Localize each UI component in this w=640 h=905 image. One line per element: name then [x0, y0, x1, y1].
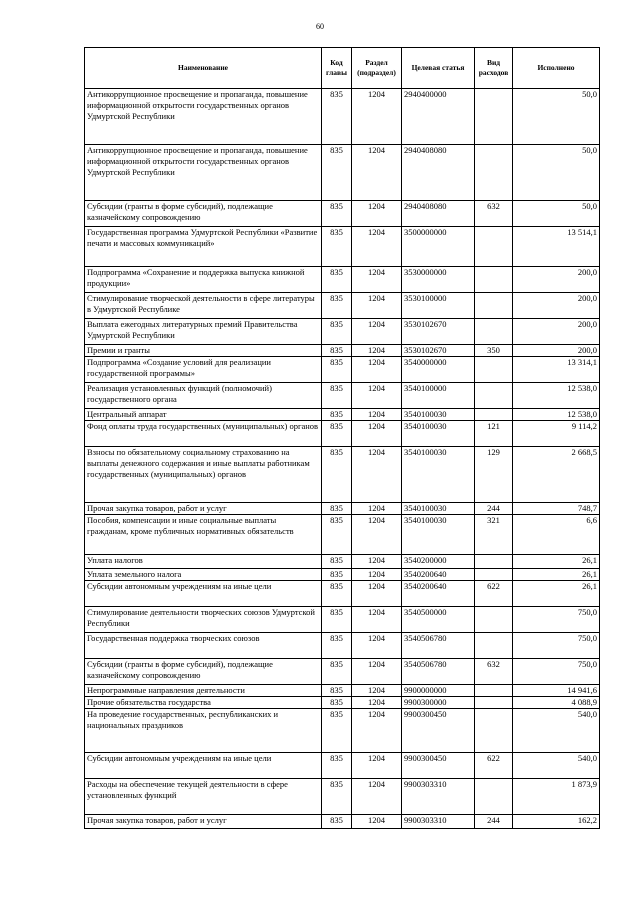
table-row: [85, 357, 600, 383]
cell-code: 835: [322, 659, 352, 685]
cell-name: Уплата налогов: [85, 555, 322, 569]
cell-article: 3540100030: [402, 409, 475, 421]
cell-section: 1204: [352, 515, 402, 555]
cell-code: 835: [322, 581, 352, 607]
cell-type: [475, 89, 513, 145]
cell-type: [475, 383, 513, 409]
cell-type: [475, 357, 513, 383]
table-row: [85, 779, 600, 815]
cell-code: 835: [322, 633, 352, 659]
cell-article: 3540100030: [402, 447, 475, 503]
cell-code: 835: [322, 227, 352, 267]
cell-name: Субсидии автономным учреждениям на иные цели: [85, 581, 322, 607]
cell-name: Антикоррупционное просвещение и пропаганда, повышение информационной открытости государственных органов Удмуртской Республики: [85, 89, 322, 145]
table-row: [85, 685, 600, 697]
cell-section: 1204: [352, 421, 402, 447]
cell-sum: 26,1: [513, 555, 600, 569]
page-number: 60: [316, 22, 324, 31]
cell-article: 3540200640: [402, 581, 475, 607]
cell-section: 1204: [352, 293, 402, 319]
cell-name: Прочие обязательства государства: [85, 697, 322, 709]
cell-name: Расходы на обеспечение текущей деятельности в сфере установленных функций: [85, 779, 322, 815]
cell-type: [475, 779, 513, 815]
cell-type: 632: [475, 659, 513, 685]
cell-name: Стимулирование деятельности творческих союзов Удмуртской Республики: [85, 607, 322, 633]
cell-section: 1204: [352, 633, 402, 659]
cell-section: 1204: [352, 709, 402, 753]
cell-article: 3530000000: [402, 267, 475, 293]
cell-code: 835: [322, 697, 352, 709]
cell-article: 9900300450: [402, 709, 475, 753]
cell-name: Взносы по обязательному социальному страхованию на выплаты денежного содержания и иные выплаты работникам государственных (муниципальных) органов: [85, 447, 322, 503]
cell-code: 835: [322, 345, 352, 357]
cell-type: [475, 227, 513, 267]
cell-section: 1204: [352, 581, 402, 607]
cell-type: 321: [475, 515, 513, 555]
cell-type: [475, 267, 513, 293]
table-row: [85, 633, 600, 659]
cell-code: 835: [322, 447, 352, 503]
cell-code: 835: [322, 607, 352, 633]
table-row: [85, 227, 600, 267]
table-row: [85, 709, 600, 753]
cell-type: [475, 409, 513, 421]
cell-code: 835: [322, 293, 352, 319]
table-row: [85, 421, 600, 447]
cell-sum: 200,0: [513, 293, 600, 319]
cell-sum: 13 514,1: [513, 227, 600, 267]
cell-type: 622: [475, 753, 513, 779]
cell-sum: 200,0: [513, 319, 600, 345]
cell-name: Государственная поддержка творческих союзов: [85, 633, 322, 659]
cell-type: 121: [475, 421, 513, 447]
cell-name: Государственная программа Удмуртской Республики «Развитие печати и массовых коммуникаций»: [85, 227, 322, 267]
cell-code: 835: [322, 201, 352, 227]
table-row: [85, 293, 600, 319]
table-row: [85, 447, 600, 503]
header-name: Наименование: [85, 48, 322, 89]
cell-section: 1204: [352, 569, 402, 581]
cell-article: 3540500000: [402, 607, 475, 633]
cell-code: 835: [322, 753, 352, 779]
table-header-row: [85, 48, 600, 89]
cell-article: 3530102670: [402, 345, 475, 357]
cell-name: Прочая закупка товаров, работ и услуг: [85, 815, 322, 829]
header-article: Целевая статья: [402, 48, 475, 89]
cell-code: 835: [322, 685, 352, 697]
table-row: [85, 659, 600, 685]
cell-article: 3540000000: [402, 357, 475, 383]
header-sum: Исполнено: [513, 48, 600, 89]
cell-type: [475, 633, 513, 659]
cell-article: 3540200000: [402, 555, 475, 569]
cell-name: Антикоррупционное просвещение и пропаганда, повышение информационной открытости государственных органов Удмуртской Республики: [85, 145, 322, 201]
cell-name: Прочая закупка товаров, работ и услуг: [85, 503, 322, 515]
cell-article: 9900300450: [402, 753, 475, 779]
table-row: [85, 503, 600, 515]
cell-section: 1204: [352, 659, 402, 685]
table-row: [85, 753, 600, 779]
cell-code: 835: [322, 357, 352, 383]
cell-article: 3540506780: [402, 659, 475, 685]
cell-article: 2940408080: [402, 201, 475, 227]
cell-sum: 9 114,2: [513, 421, 600, 447]
table-row: [85, 569, 600, 581]
cell-sum: 750,0: [513, 607, 600, 633]
cell-code: 835: [322, 421, 352, 447]
table-row: [85, 815, 600, 829]
cell-article: 3540100030: [402, 503, 475, 515]
cell-section: 1204: [352, 267, 402, 293]
cell-section: 1204: [352, 753, 402, 779]
cell-sum: 12 538,0: [513, 383, 600, 409]
cell-section: 1204: [352, 555, 402, 569]
cell-article: 9900000000: [402, 685, 475, 697]
cell-type: 350: [475, 345, 513, 357]
cell-code: 835: [322, 503, 352, 515]
cell-name: Премии и гранты: [85, 345, 322, 357]
cell-article: 3540100030: [402, 421, 475, 447]
cell-sum: 26,1: [513, 581, 600, 607]
cell-type: [475, 697, 513, 709]
cell-section: 1204: [352, 607, 402, 633]
cell-name: Стимулирование творческой деятельности в сфере литературы в Удмуртской Республике: [85, 293, 322, 319]
header-code: Код главы: [322, 48, 352, 89]
cell-sum: 4 088,9: [513, 697, 600, 709]
cell-sum: 12 538,0: [513, 409, 600, 421]
table-row: [85, 383, 600, 409]
cell-type: 244: [475, 503, 513, 515]
header-section: Раздел (подраздел): [352, 48, 402, 89]
table-row: [85, 89, 600, 145]
table-row: [85, 319, 600, 345]
cell-article: 2940408080: [402, 145, 475, 201]
cell-article: 3500000000: [402, 227, 475, 267]
cell-name: Выплата ежегодных литературных премий Правительства Удмуртской Республики: [85, 319, 322, 345]
cell-name: Непрограммные направления деятельности: [85, 685, 322, 697]
cell-code: 835: [322, 569, 352, 581]
cell-sum: 200,0: [513, 267, 600, 293]
cell-section: 1204: [352, 697, 402, 709]
cell-section: 1204: [352, 503, 402, 515]
cell-sum: 6,6: [513, 515, 600, 555]
cell-name: Центральный аппарат: [85, 409, 322, 421]
cell-section: 1204: [352, 447, 402, 503]
cell-type: [475, 319, 513, 345]
cell-name: Подпрограмма «Сохранение и поддержка выпуска книжной продукции»: [85, 267, 322, 293]
cell-type: 244: [475, 815, 513, 829]
header-type: Вид расходов: [475, 48, 513, 89]
table-row: [85, 267, 600, 293]
cell-section: 1204: [352, 357, 402, 383]
cell-name: Реализация установленных функций (полномочий) государственного органа: [85, 383, 322, 409]
cell-section: 1204: [352, 345, 402, 357]
cell-type: [475, 607, 513, 633]
table-row: [85, 409, 600, 421]
cell-sum: 748,7: [513, 503, 600, 515]
cell-article: 3540100000: [402, 383, 475, 409]
table-row: [85, 201, 600, 227]
cell-section: 1204: [352, 779, 402, 815]
cell-sum: 13 314,1: [513, 357, 600, 383]
cell-article: 3540200640: [402, 569, 475, 581]
cell-section: 1204: [352, 89, 402, 145]
cell-section: 1204: [352, 145, 402, 201]
cell-article: 3530102670: [402, 319, 475, 345]
cell-code: 835: [322, 515, 352, 555]
cell-article: 2940400000: [402, 89, 475, 145]
cell-sum: 14 941,6: [513, 685, 600, 697]
cell-type: [475, 293, 513, 319]
cell-sum: 750,0: [513, 633, 600, 659]
cell-code: 835: [322, 409, 352, 421]
cell-sum: 162,2: [513, 815, 600, 829]
cell-type: 622: [475, 581, 513, 607]
cell-code: 835: [322, 815, 352, 829]
cell-article: 3540506780: [402, 633, 475, 659]
cell-type: [475, 569, 513, 581]
cell-type: [475, 555, 513, 569]
cell-code: 835: [322, 89, 352, 145]
cell-type: 632: [475, 201, 513, 227]
cell-sum: 540,0: [513, 753, 600, 779]
cell-sum: 750,0: [513, 659, 600, 685]
cell-sum: 26,1: [513, 569, 600, 581]
cell-code: 835: [322, 145, 352, 201]
cell-section: 1204: [352, 319, 402, 345]
cell-name: Субсидии (гранты в форме субсидий), подлежащие казначейскому сопровождению: [85, 659, 322, 685]
cell-code: 835: [322, 319, 352, 345]
cell-code: 835: [322, 779, 352, 815]
cell-name: На проведение государственных, республиканских и национальных праздников: [85, 709, 322, 753]
cell-article: 9900303310: [402, 779, 475, 815]
cell-section: 1204: [352, 409, 402, 421]
cell-section: 1204: [352, 383, 402, 409]
table-row: [85, 607, 600, 633]
cell-article: 3540100030: [402, 515, 475, 555]
cell-sum: 1 873,9: [513, 779, 600, 815]
cell-article: 3530100000: [402, 293, 475, 319]
cell-section: 1204: [352, 227, 402, 267]
table-row: [85, 345, 600, 357]
table-row: [85, 697, 600, 709]
cell-section: 1204: [352, 201, 402, 227]
cell-code: 835: [322, 709, 352, 753]
cell-name: Фонд оплаты труда государственных (муниципальных) органов: [85, 421, 322, 447]
cell-type: [475, 709, 513, 753]
cell-name: Пособия, компенсации и иные социальные выплаты гражданам, кроме публичных нормативных обязательств: [85, 515, 322, 555]
cell-sum: 200,0: [513, 345, 600, 357]
cell-name: Уплата земельного налога: [85, 569, 322, 581]
cell-name: Субсидии (гранты в форме субсидий), подлежащие казначейскому сопровождению: [85, 201, 322, 227]
cell-type: 129: [475, 447, 513, 503]
cell-article: 9900303310: [402, 815, 475, 829]
cell-section: 1204: [352, 815, 402, 829]
cell-section: 1204: [352, 685, 402, 697]
cell-name: Подпрограмма «Создание условий для реализации государственной программы»: [85, 357, 322, 383]
table-row: [85, 515, 600, 555]
cell-sum: 50,0: [513, 201, 600, 227]
cell-sum: 50,0: [513, 89, 600, 145]
cell-type: [475, 145, 513, 201]
cell-code: 835: [322, 383, 352, 409]
cell-code: 835: [322, 555, 352, 569]
cell-name: Субсидии автономным учреждениям на иные цели: [85, 753, 322, 779]
budget-execution-table: [84, 47, 600, 829]
table-row: [85, 145, 600, 201]
cell-article: 9900300000: [402, 697, 475, 709]
cell-sum: 2 668,5: [513, 447, 600, 503]
cell-sum: 540,0: [513, 709, 600, 753]
cell-sum: 50,0: [513, 145, 600, 201]
table-row: [85, 581, 600, 607]
table-row: [85, 555, 600, 569]
cell-type: [475, 685, 513, 697]
cell-code: 835: [322, 267, 352, 293]
